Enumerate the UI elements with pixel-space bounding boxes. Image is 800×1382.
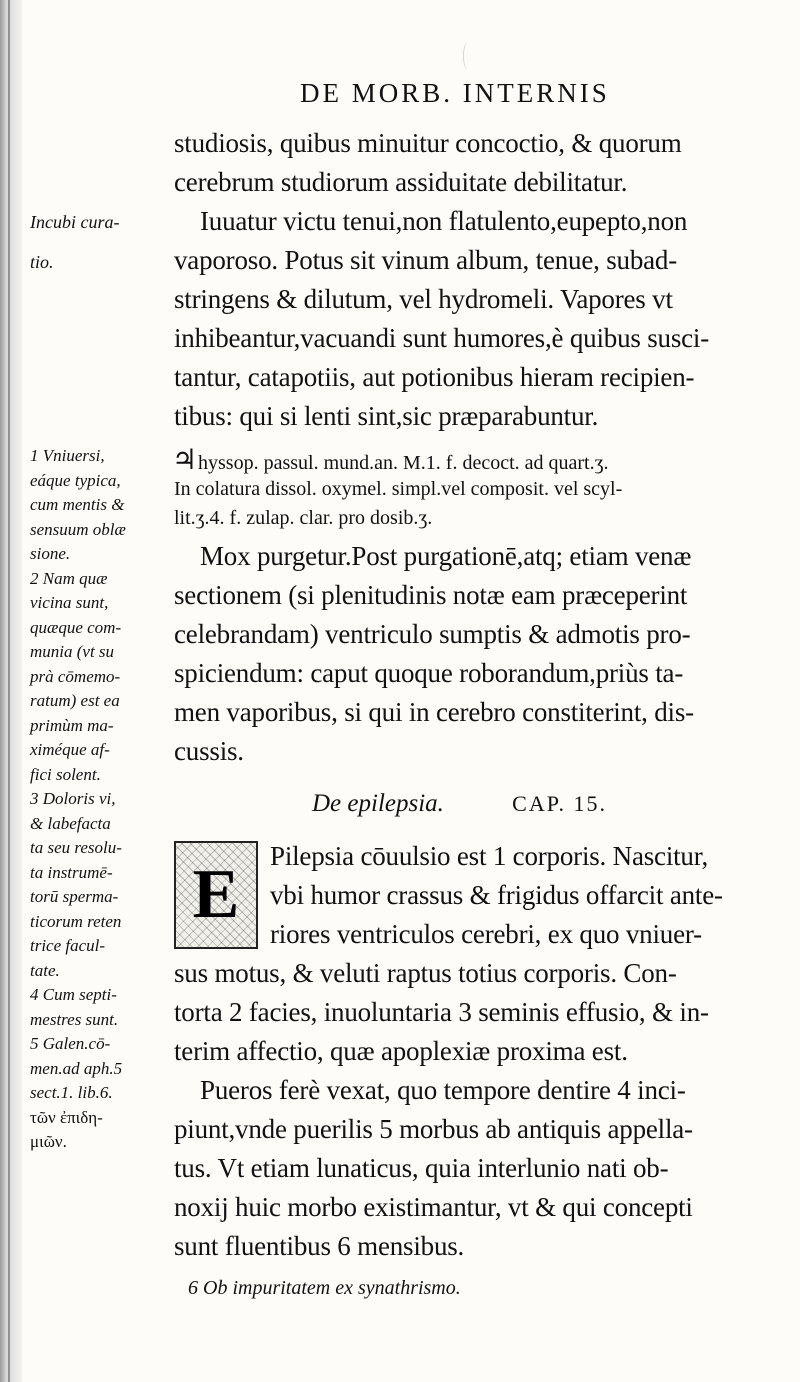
margin-line: cum mentis & (30, 495, 125, 514)
text-line: riores ventriculos cerebri, ex quo vniuer- (270, 919, 702, 949)
chapter-heading (174, 771, 766, 837)
main-text (174, 124, 766, 1304)
margin-line: primùm ma- (30, 715, 114, 735)
text-line: Pilepsia cōuulsio est 1 corporis. Nascitur, (270, 841, 708, 871)
decorated-initial: E (174, 841, 258, 949)
margin-line: quæque com- (30, 617, 122, 637)
text-line: men vaporibus, si qui in cerebro constiterint, dis- (174, 697, 694, 727)
text-line: cerebrum studiorum assiduitate debilitatur. (174, 167, 628, 197)
text-line: studiosis, quibus minuitur concoctio, & quorum (174, 128, 682, 158)
text-line: tibus: qui si lenti sint,sic præparabuntur. (174, 401, 599, 431)
margin-line-greek: μιῶν. (30, 1132, 67, 1151)
margin-line: ticorum reten (30, 911, 122, 931)
text-line: tantur, catapotiis, aut potionibus hieram recipien- (174, 362, 695, 392)
margin-line: 1 Vniuersi, (30, 446, 105, 465)
prescription-line: lit.ʒ.4. f. zulap. clar. pro dosib.ʒ. (174, 507, 433, 529)
margin-line: sensuum oblæ (30, 519, 126, 539)
paragraph-with-initial (174, 837, 766, 1071)
margin-line: prà cōmemo- (30, 666, 121, 686)
margin-line: sect.1. lib.6. (30, 1083, 113, 1102)
margin-line: eáque typica, (30, 470, 121, 490)
margin-line: ta instrumē- (30, 862, 113, 882)
text-line: vaporoso. Potus sit vinum album, tenue, subad- (174, 245, 678, 275)
margin-line: ta seu resolu- (30, 838, 122, 857)
text-line: cussis. (174, 736, 244, 766)
text-line: Pueros ferè vexat, quo tempore dentire 4 inci- (200, 1075, 686, 1105)
text-line: Iuuatur victu tenui,non flatulento,eupepto,non (200, 206, 688, 236)
margin-line: mestres sunt. (30, 1009, 119, 1029)
text-line: terim affectio, quæ apoplexiæ proxima est. (174, 1036, 628, 1066)
prescription-line: In colatura dissol. oxymel. simpl.vel composit. vel scyl- (174, 478, 623, 500)
text-line: sectionem (si plenitudinis notæ eam præceperint (174, 580, 688, 610)
footnote: 6 Ob impuritatem ex synathrismo. (188, 1277, 461, 1299)
prescription-line (174, 446, 766, 475)
margin-line: vicina sunt, (30, 593, 109, 612)
text-line: noxij huic morbo existimantur, vt & qui concepti (174, 1192, 693, 1222)
recipe-symbol-icon: ♃ (172, 445, 198, 476)
margin-line: tio. (30, 252, 54, 272)
margin-line: 2 Nam quæ (30, 568, 108, 588)
prescription (174, 446, 766, 533)
paragraph (174, 1071, 766, 1266)
text-line: spiciendum: caput quoque roborandum,priùs ta- (174, 658, 684, 688)
margin-line: trice facul- (30, 936, 106, 955)
margin-line: torū sperma- (30, 887, 119, 906)
margin-line: ratum) est ea (30, 691, 120, 710)
prescription-text: hyssop. passul. mund.an. M.1. f. decoct. ad quart.ʒ. (198, 452, 609, 474)
running-head: DE MORB. INTERNIS (300, 78, 610, 108)
margin-line: tate. (30, 960, 60, 980)
margin-line: 4 Cum septi- (30, 985, 117, 1004)
text-line: sunt fluentibus 6 mensibus. (174, 1231, 465, 1261)
margin-line: Incubi cura- (30, 212, 120, 232)
margin-line: munia (vt su (30, 642, 115, 661)
margin-line-greek: τῶν ἐπιδη- (30, 1107, 103, 1127)
paragraph (174, 202, 766, 436)
paragraph (174, 537, 766, 771)
chapter-title: De epilepsia. (312, 790, 444, 817)
margin-notes (30, 444, 180, 1155)
text-line: torta 2 facies, inuoluntaria 3 seminis effusio, & in- (174, 997, 709, 1027)
margin-line: sione. (30, 544, 71, 563)
text-line: inhibeantur,vacuandi sunt humores,è quibus susci- (174, 323, 710, 353)
text-line: Mox purgetur.Post purgationē,atq; etiam venæ (200, 541, 692, 571)
margin-line: 5 Galen.cō- (30, 1034, 111, 1053)
margin-line: 3 Doloris vi, (30, 789, 116, 808)
text-line: celebrandam) ventriculo sumptis & admotis pro- (174, 619, 691, 649)
paragraph (174, 124, 766, 202)
text-line: piunt,vnde puerilis 5 morbus ab antiquis appella- (174, 1114, 693, 1144)
text-line: vbi humor crassus & frigidus offarcit ante- (270, 880, 723, 910)
text-line: stringens & dilutum, vel hydromeli. Vapores vt (174, 284, 673, 314)
text-line: tus. Vt etiam lunaticus, quia interlunio nati ob- (174, 1153, 669, 1183)
margin-line: men.ad aph.5 (30, 1058, 123, 1078)
margin-line: ximéque af- (30, 740, 110, 759)
margin-note-curatio (30, 202, 180, 282)
margin-line: & labefacta (30, 813, 111, 833)
text-line: sus motus, & veluti raptus totius corporis. Con- (174, 958, 677, 988)
margin-line: fici solent. (30, 764, 101, 784)
chapter-number: CAP. 15. (512, 791, 608, 816)
